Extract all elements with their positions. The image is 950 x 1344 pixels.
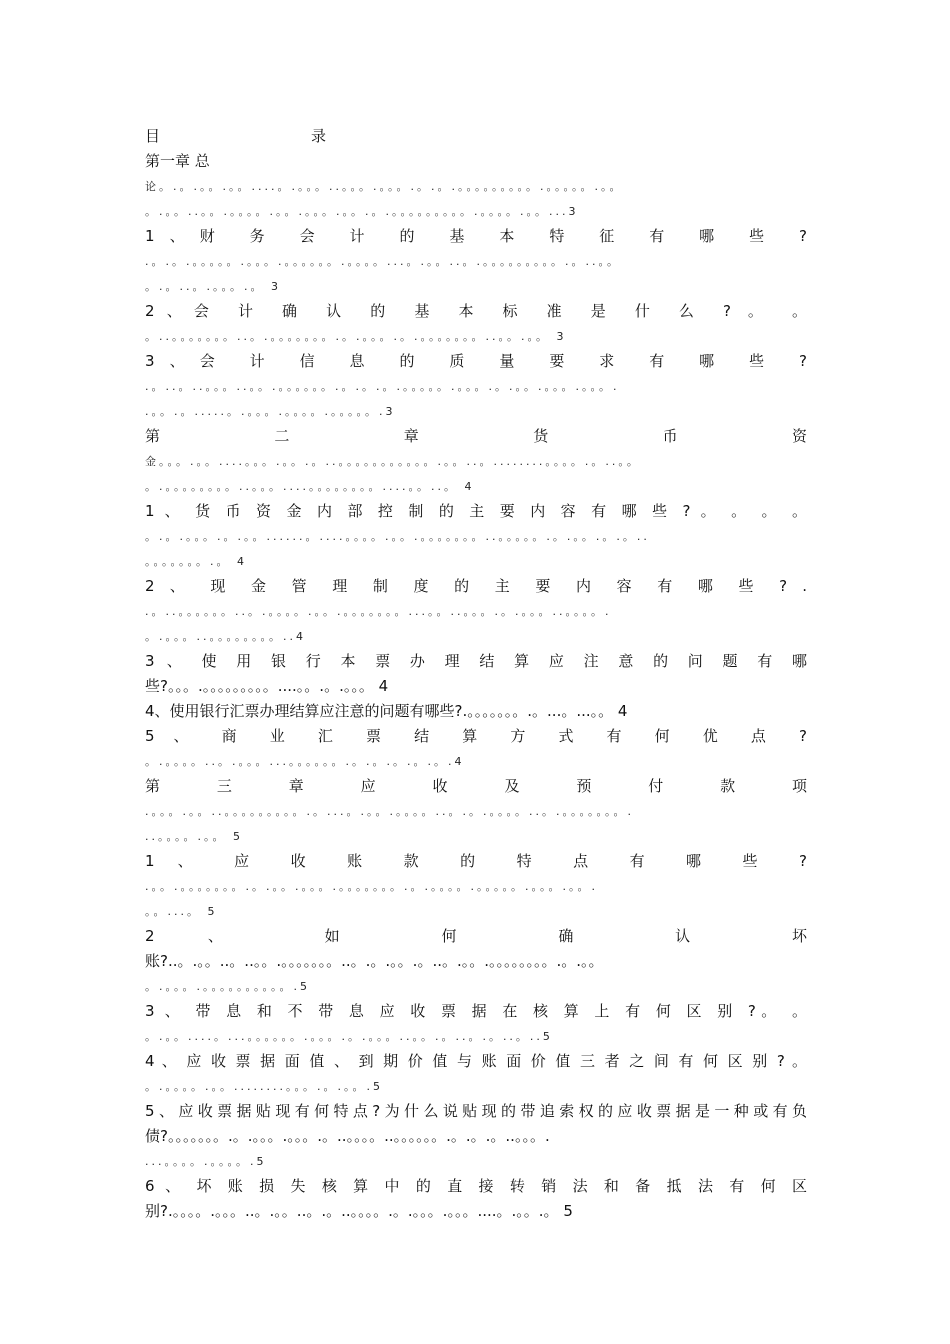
toc-line: 些?。。。.。。。。。。。。。....。。.。.。。。 4 <box>145 677 389 695</box>
toc-line: 2 、 如 何 确 认 坏 <box>145 927 807 945</box>
toc-line: 。.。..。.。。。.。 3 <box>145 280 281 293</box>
toc-line: 论。.。.。。.。。....。.。。。..。。。.。。。.。.。.。。。。。。。。。.。。。。。.。。 <box>145 180 624 193</box>
toc-page <box>145 124 807 1224</box>
toc-lines <box>145 149 807 1224</box>
toc-line: 。.。。。。.。。........。。。.。.。。.5 <box>145 1080 383 1093</box>
toc-line: 5、应收票据贴现有何特点?为什么说贴现的带追索权的应收票据是一种或有负 <box>145 1102 807 1120</box>
toc-line: 债?。。。。。。。.。.。。。.。。。.。..。。。。..。。。。。。.。.。.。..。。。. <box>145 1127 550 1145</box>
toc-line: 。.。。..。。.。。。。.。。.。。。.。。.。.。。。。。。。。。.。。。。.。。...3 <box>145 205 579 218</box>
toc-line: ...。。。。.。。。。.5 <box>145 1155 267 1168</box>
toc-line: .。。。.。。..。。。。。。。。。.。...。.。。.。。。。..。.。.。。。。..。.。。。。。。。. <box>145 805 634 818</box>
toc-line: 账?..。.。。..。..。。.。。。。。。。..。.。.。。.。..。.。。.。。。。。。。。.。.。。 <box>145 952 604 970</box>
toc-line: 。.。.。。。.。.。。......。....。。。。.。。.。。。。。。。..。。。。。.。.。。.。.。.. <box>145 530 650 543</box>
toc-line: 2、会 计 确 认 的 基 本 标 准 是 什 么 ? 。 。 <box>145 302 807 320</box>
toc-line: 。.。。。..。。。。。。。。..4 <box>145 630 306 643</box>
toc-line: 。。。。。。。.。 4 <box>145 555 247 568</box>
toc-line: 6 、 坏 账 损 失 核 算 中 的 直 接 转 销 法 和 备 抵 法 有 何 区 <box>145 1177 807 1195</box>
toc-line: .。。.。.....。.。。。.。。。。.。。。。。.3 <box>145 405 396 418</box>
toc-line: 1 、 货 币 资 金 内 部 控 制 的 主 要 内 容 有 哪 些 ? 。 。 。 。 <box>145 502 807 520</box>
toc-line: 。。...。 5 <box>145 905 218 918</box>
toc-line: 。.。。。。。。。。..。。。....。。。。。。。。....。。..。 4 <box>145 480 475 493</box>
toc-line: 3 、 使 用 银 行 本 票 办 理 结 算 应 注 意 的 问 题 有 哪 <box>145 652 807 670</box>
toc-line: .。.。.。。。。。.。。。.。。。。。。.。。。。...。.。。..。.。。。。。。。。。.。..。。 <box>145 255 621 268</box>
toc-line: 。.。。。。..。.。。。...。。。。。。.。.。.。.。.。.4 <box>145 755 465 768</box>
toc-line: 第 三 章 应 收 及 预 付 款 项 <box>145 777 807 795</box>
toc-line: 第 二 章 货 币 资 <box>145 427 807 445</box>
toc-line: .。。.。。。。。。。.。.。。.。。。.。。。。。。。.。.。。。。.。。。。。.。。。.。。. <box>145 880 598 893</box>
toc-line: 4、使用银行汇票办理结算应注意的问题有哪些?.。。。。。。。.。...。...。。 4 <box>145 702 628 720</box>
toc-line: 第一章 总 <box>145 152 210 170</box>
toc-line: 。.。。。.。。。。。。。。。。.5 <box>145 980 310 993</box>
toc-line: 别?.。。。。.。。。..。.。。..。.。..。。。。.。.。。。.。。。....。.。。.。 5 <box>145 1202 573 1220</box>
toc-line: 1、财 务 会 计 的 基 本 特 征 有 哪 些 ? <box>145 227 807 245</box>
toc-line: .。..。。。。。。..。.。。。。.。。.。。。。。。。...。。..。。。.。.。。。..。。。。. <box>145 605 612 618</box>
toc-line: ..。。。。.。。 5 <box>145 830 243 843</box>
toc-line: 。.。。....。...。。。。。。.。。。.。.。。。..。。.。..。.。..。..5 <box>145 1030 553 1043</box>
toc-line: .。..。..。。。..。。.。。。。。。.。.。.。.。。。。。.。。。.。.。。.。。。.。。。. <box>145 380 620 393</box>
toc-line: 。..。。。。。。。..。.。。。。。。。.。.。。。.。.。。。。。。。..。。.。。 3 <box>145 330 567 343</box>
toc-line: 4 、 应 收 票 据 面 值 、 到 期 价 值 与 账 面 价 值 三 者 之 间 有 何 区 别 ? 。 <box>145 1052 807 1070</box>
toc-title-right: 录 <box>311 127 327 145</box>
toc-line: 2 、 现 金 管 理 制 度 的 主 要 内 容 有 哪 些 ? . <box>145 577 807 595</box>
toc-title <box>145 124 807 149</box>
toc-line: 3 、 带 息 和 不 带 息 应 收 票 据 在 核 算 上 有 何 区 别 ?。 。 <box>145 1002 807 1020</box>
toc-line: 3、会 计 信 息 的 质 量 要 求 有 哪 些 ? <box>145 352 807 370</box>
toc-title-left: 目 <box>145 127 161 145</box>
toc-line: 1 、 应 收 账 款 的 特 点 有 哪 些 ? <box>145 852 807 870</box>
toc-line: 金。。。.。。....。。。.。。.。..。。。。。。。。。。。.。。..。........。。。。.。..。。 <box>145 455 641 468</box>
toc-line: 5 、 商 业 汇 票 结 算 方 式 有 何 优 点 ? <box>145 727 807 745</box>
